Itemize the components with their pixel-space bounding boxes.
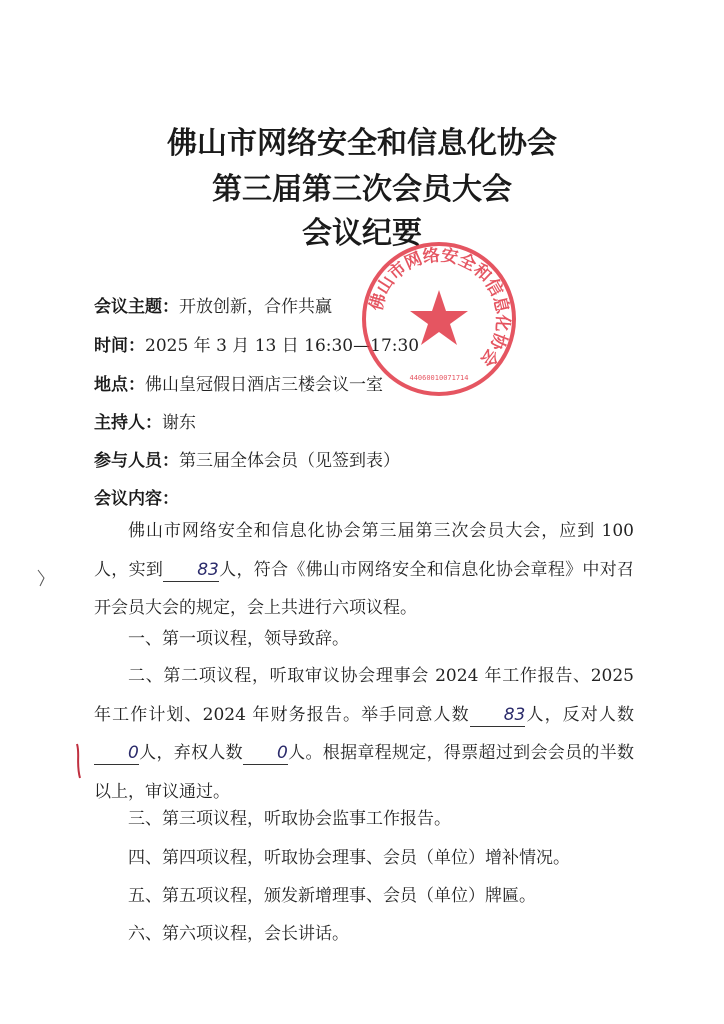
item2-text-d: 人。根据章程规定，得票超过到会会员的半数以上，审议通过。 xyxy=(94,743,635,802)
intro-paragraph xyxy=(94,512,634,628)
title-line-3: 会议纪要 xyxy=(302,216,422,251)
agree-count: 83 xyxy=(470,704,526,727)
meeting-content-heading xyxy=(94,486,179,512)
meeting-host xyxy=(94,410,196,436)
meeting-place xyxy=(94,372,383,398)
theme-value: 开放创新，合作共赢 xyxy=(179,297,332,317)
host-value: 谢东 xyxy=(162,413,196,433)
item2-text-b: 人，反对人数 xyxy=(525,704,635,725)
place-value: 佛山皇冠假日酒店三楼会议一室 xyxy=(145,375,383,395)
official-seal xyxy=(360,240,518,398)
seal-code: 44060010071714 xyxy=(409,374,469,382)
agenda-item-4: 四、第四项议程，听取协会理事、会员（单位）增补情况。 xyxy=(128,848,570,868)
theme-label: 会议主题： xyxy=(94,297,179,317)
scan-mark-1 xyxy=(36,568,50,588)
agenda-item-6: 六、第六项议程，会长讲话。 xyxy=(128,924,349,944)
attendees-value: 第三届全体会员（见签到表） xyxy=(179,451,400,471)
agenda-item-2 xyxy=(94,657,634,811)
meeting-theme xyxy=(94,294,332,320)
title-line-1: 佛山市网络安全和信息化协会 xyxy=(167,126,557,161)
place-label: 地点： xyxy=(94,375,145,395)
seal-text: 佛山市网络安全和信息化协会 xyxy=(366,245,513,371)
intro-text-b: 人，符合《佛山市网络安全和信息化协会章程》中对召开会员大会的规定，会上共进行六项议程。 xyxy=(94,559,635,618)
abstain-count: 0 xyxy=(243,742,288,765)
attendance-count: 83 xyxy=(163,559,219,582)
host-label: 主持人： xyxy=(94,413,162,433)
scan-mark-2 xyxy=(74,742,84,782)
oppose-count: 0 xyxy=(94,742,139,765)
agenda-item-3: 三、第三项议程，听取协会监事工作报告。 xyxy=(128,809,451,829)
attendees-label: 参与人员： xyxy=(94,451,179,471)
agenda-item-1: 一、第一项议程，领导致辞。 xyxy=(128,629,349,649)
meeting-attendees xyxy=(94,448,400,474)
agenda-item-5: 五、第五项议程，颁发新增理事、会员（单位）牌匾。 xyxy=(128,886,536,906)
time-label: 时间： xyxy=(94,336,145,356)
time-value: 2025 年 3 月 13 日 16:30—17:30 xyxy=(145,336,420,356)
title-line-2: 第三届第三次会员大会 xyxy=(212,172,512,207)
item2-text-a: 二、第二项议程，听取审议协会理事会 2024 年工作报告、2025 年工作计划、2024 年财务报告。举手同意人数 xyxy=(94,666,634,725)
content-label: 会议内容： xyxy=(94,489,179,509)
star-icon xyxy=(410,290,468,345)
item2-text-c: 人，弃权人数 xyxy=(138,743,243,763)
intro-text-a: 佛山市网络安全和信息化协会第三届第三次会员大会，应到 100 人，实到 xyxy=(94,521,634,580)
